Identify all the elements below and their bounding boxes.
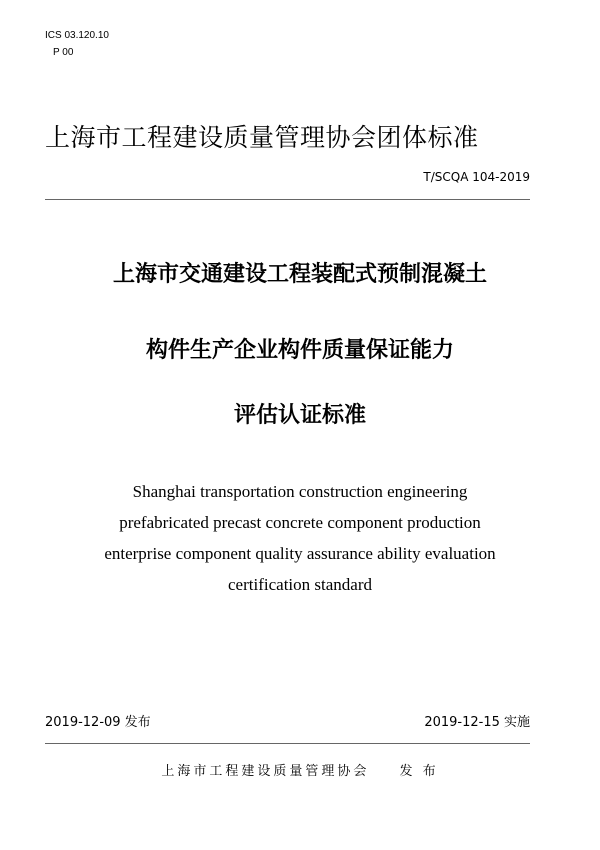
issue-date: 2019-12-09 发布 [45,715,151,730]
standard-code: T/SCQA 104-2019 [423,170,530,184]
publisher-action: 发 布 [399,764,439,779]
ccs-code: P 00 [53,47,74,58]
title-en [0,476,600,600]
title-en-line-2: prefabricated precast concrete component production [119,513,481,532]
top-divider [45,199,530,200]
organization-standard-heading: 上海市工程建设质量管理协会团体标准 [45,123,479,152]
title-en-line-3: enterprise component quality assurance ability evaluation [104,544,496,563]
title-en-line-4: certification standard [228,575,372,594]
implement-date: 2019-12-15 实施 [424,715,530,730]
bottom-divider [45,743,530,744]
title-en-line-1: Shanghai transportation construction engineering [132,482,468,501]
title-cn-line-3: 评估认证标准 [233,403,366,428]
title-cn-line-1: 上海市交通建设工程装配式预制混凝土 [112,262,487,287]
publisher-name: 上海市工程建设质量管理协会 [161,764,370,779]
title-cn-line-2: 构件生产企业构件质量保证能力 [145,338,454,363]
publisher-line [0,760,600,779]
ics-code: ICS 03.120.10 [45,30,109,41]
